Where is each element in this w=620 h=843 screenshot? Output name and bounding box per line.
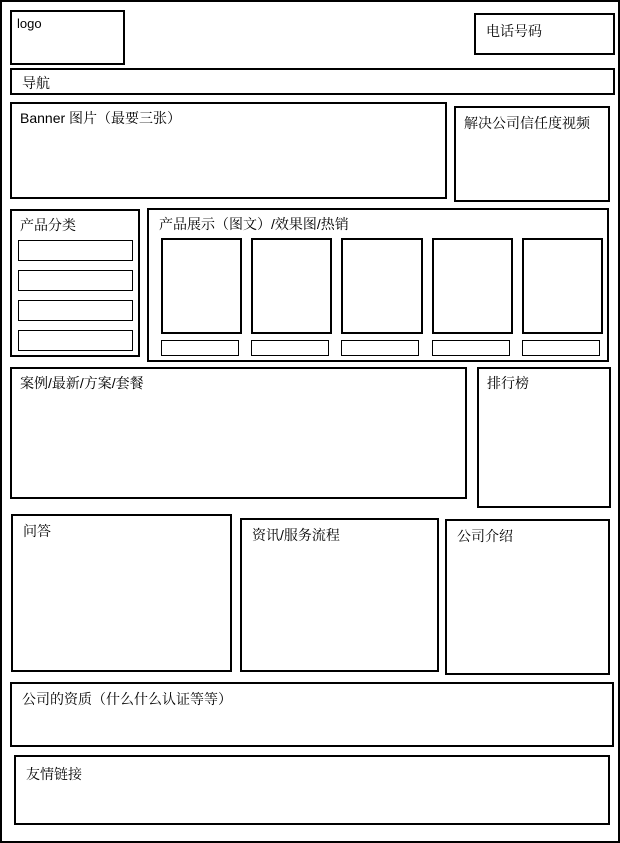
product-category-item-box[interactable]	[18, 330, 133, 351]
product-name-placeholder[interactable]	[251, 340, 329, 356]
trust-video-box[interactable]	[454, 106, 610, 202]
product-name-placeholder[interactable]	[341, 340, 419, 356]
cases-section-box[interactable]	[10, 367, 467, 499]
nav-label: 导航	[22, 75, 50, 91]
product-category-item-box[interactable]	[18, 300, 133, 321]
qa-section-box[interactable]	[11, 514, 232, 672]
ranking-box[interactable]	[477, 367, 611, 508]
banner-image-box[interactable]	[10, 102, 447, 199]
product-category-item-box[interactable]	[18, 240, 133, 261]
product-image-placeholder[interactable]	[341, 238, 422, 334]
company-certifications-box	[10, 682, 614, 747]
product-image-placeholder[interactable]	[432, 238, 513, 334]
friend-links-label: 友情链接	[26, 766, 82, 782]
trust-video-label: 解决公司信任度视频	[464, 115, 590, 131]
product-name-placeholder[interactable]	[161, 340, 239, 356]
product-image-placeholder[interactable]	[161, 238, 242, 334]
product-image-placeholder[interactable]	[251, 238, 332, 334]
product-item	[522, 238, 603, 356]
product-display-grid	[149, 234, 607, 356]
product-item	[341, 238, 422, 356]
logo-text: logo	[17, 16, 42, 31]
product-name-placeholder[interactable]	[522, 340, 600, 356]
product-name-placeholder[interactable]	[432, 340, 510, 356]
logo-box[interactable]	[10, 10, 125, 65]
product-image-placeholder[interactable]	[522, 238, 603, 334]
friend-links-box[interactable]	[14, 755, 610, 825]
news-service-box[interactable]	[240, 518, 439, 672]
product-item	[161, 238, 242, 356]
company-certifications-label: 公司的资质（什么什么认证等等）	[22, 691, 232, 707]
product-item	[251, 238, 332, 356]
product-category-title: 产品分类	[20, 217, 76, 233]
product-item	[432, 238, 513, 356]
phone-number-label: 电话号码	[486, 23, 542, 39]
cases-label: 案例/最新/方案/套餐	[20, 375, 144, 391]
product-category-box	[10, 209, 140, 357]
qa-label: 问答	[23, 523, 51, 539]
nav-bar[interactable]	[10, 68, 615, 95]
product-category-item-box[interactable]	[18, 270, 133, 291]
news-service-label: 资讯/服务流程	[252, 527, 340, 543]
product-category-list	[12, 235, 138, 351]
company-intro-label: 公司介绍	[457, 528, 513, 544]
ranking-label: 排行榜	[487, 375, 529, 391]
banner-label: Banner 图片（最要三张）	[20, 110, 182, 126]
company-intro-box[interactable]	[445, 519, 610, 675]
product-display-title: 产品展示（图文）/效果图/热销	[159, 216, 349, 232]
phone-number-box	[474, 13, 615, 55]
product-display-box	[147, 208, 609, 362]
